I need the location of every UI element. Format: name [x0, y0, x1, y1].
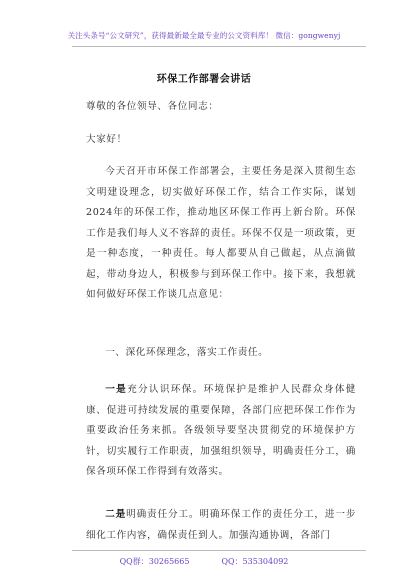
- header-note: 关注头条号“公文研究”，获得最新最全最专业的公文资料库！ 微信：gongwenyj: [67, 31, 341, 40]
- paragraph-point-2: [86, 505, 356, 546]
- point-1-text: 充分认识环保。环境保护是维护人民群众身体健康、促进可持续发展的重要保障，各部门应把环保工作作为重要政治任务来抓。各级领导要坚决贯彻党的环境保护方针，切实履行工作职责，加强组织领导，明确责任分工，确保各项环保工作得到有效落实。: [86, 384, 356, 477]
- point-1-lead: 一是: [105, 384, 128, 395]
- greeting: 大家好！: [86, 134, 127, 145]
- section-heading-1: 一、深化环保理念，落实工作责任。: [105, 347, 269, 358]
- point-2-text: 明确责任分工。明确环保工作的责任分工，进一步细化工作内容，确保责任到人。加强沟通协调，各部门: [86, 509, 357, 541]
- header-divider: [72, 46, 366, 47]
- salutation: 尊敬的各位领导、各位同志：: [86, 101, 219, 112]
- paragraph-intro: 今天召开市环保工作部署会，主要任务是深入贯彻生态文明建设理念，切实做好环保工作，结合工作实际，谋划2024年的环保工作，推动地区环保工作再上新台阶。环保工作是我们每人义不容辞的责任。环保不仅是一项政策，更是一种态度，一种责任。每人都要从自己做起，从点滴做起，带动身边人，积极参与到环保工作中。接下来，我想就如何做好环保工作谈几点意见：: [86, 166, 356, 300]
- document-title: 环保工作部署会讲话: [156, 74, 252, 85]
- footer-qq-group: QQ群：30265665: [119, 557, 190, 566]
- paragraph-point-1: [86, 380, 356, 483]
- point-2-lead: 二是: [105, 509, 127, 520]
- footer-qq: QQ：535304092: [221, 557, 289, 566]
- footer-divider: [72, 550, 366, 551]
- footer: [0, 556, 408, 567]
